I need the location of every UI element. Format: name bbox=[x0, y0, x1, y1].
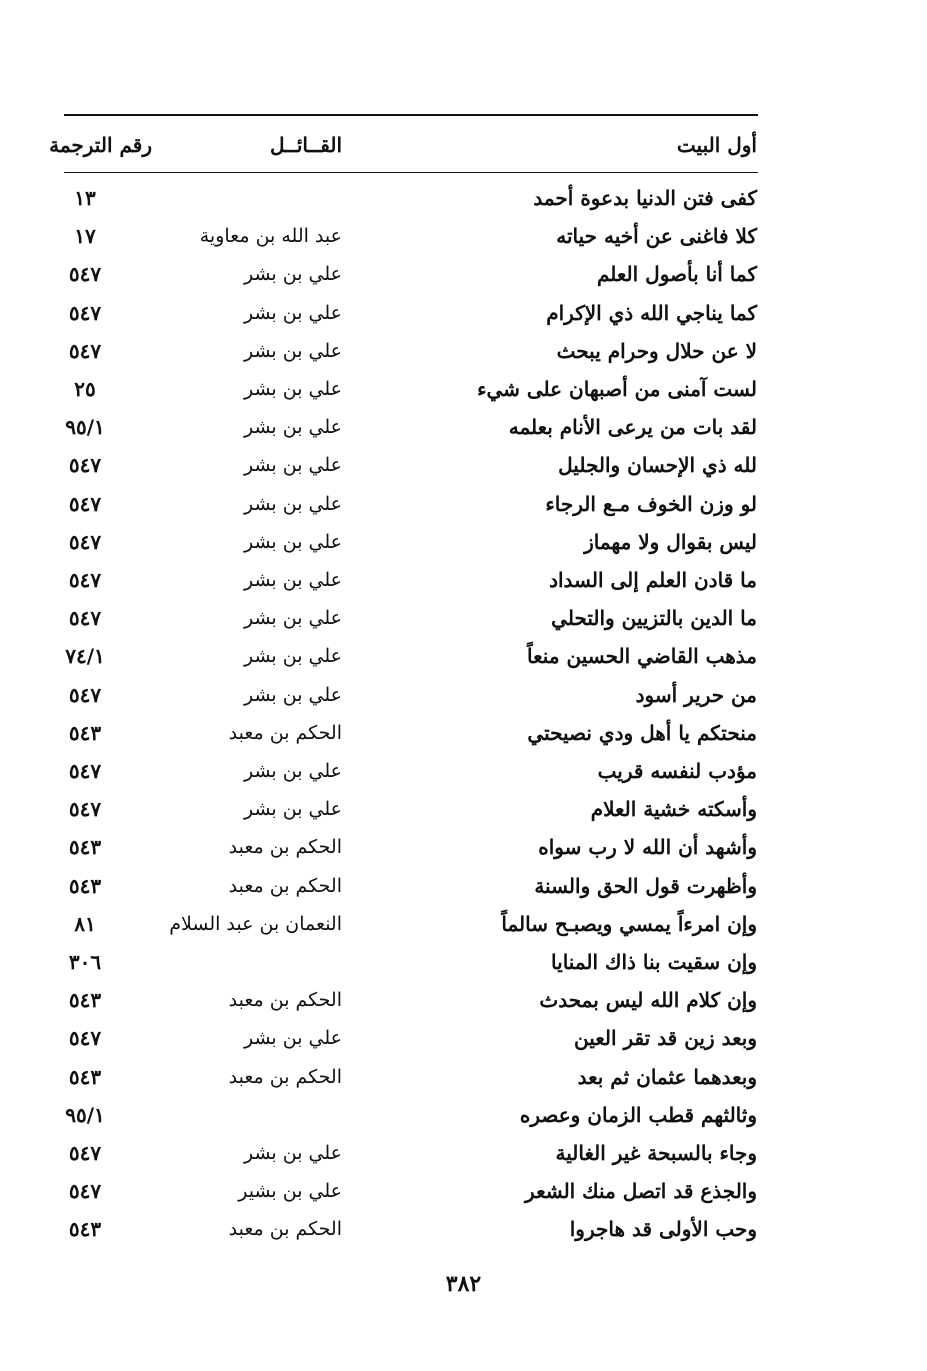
verse-first-line: وبعدهما عثمان ثم بعد bbox=[577, 1064, 757, 1089]
verse-first-line: منحتكم يا أهل ودي نصيحتي bbox=[527, 720, 757, 745]
verse-first-line: لا عن حلال وحرام يبحث bbox=[556, 338, 757, 363]
poet-name: علي بن بشر bbox=[243, 263, 342, 286]
entry-number: ٥٤٣ bbox=[68, 873, 102, 898]
poet-name: علي بن بشر bbox=[243, 416, 342, 439]
verse-first-line: وأشهد أن الله لا رب سواه bbox=[538, 835, 757, 860]
table-row bbox=[0, 982, 927, 1018]
entry-number: ٥٤٣ bbox=[68, 1217, 102, 1242]
poet-name: علي بن بشر bbox=[243, 301, 342, 324]
entry-number: ٥٤٧ bbox=[68, 453, 102, 478]
poet-name: علي بن بشر bbox=[243, 760, 342, 782]
table-row bbox=[0, 677, 927, 713]
table-header bbox=[0, 127, 927, 163]
header-verse-label: أول البيت bbox=[676, 133, 757, 157]
entry-number: ٩٥/١ bbox=[65, 415, 105, 440]
verse-first-line: وأسكته خشية العلام bbox=[590, 797, 757, 822]
poet-name: الحكم بن معبد bbox=[228, 989, 342, 1012]
entry-number: ٣٠٦ bbox=[68, 950, 102, 974]
poet-name: الحكم بن معبد bbox=[228, 836, 342, 859]
poet-name: علي بن بشر bbox=[243, 378, 342, 400]
verse-first-line: ليس بقوال ولا مهماز bbox=[584, 529, 757, 554]
entry-number: ٥٤٣ bbox=[68, 720, 102, 745]
header-rule bbox=[64, 172, 758, 173]
poet-name: علي بن بشر bbox=[243, 339, 342, 362]
table-row bbox=[0, 295, 927, 331]
entry-number: ٥٤٧ bbox=[68, 1026, 102, 1051]
poet-name: علي بن بشر bbox=[243, 569, 342, 591]
table-row bbox=[0, 333, 927, 369]
entry-number: ١٧ bbox=[74, 224, 96, 249]
verse-first-line: وإن كلام الله ليس بمحدث bbox=[539, 988, 757, 1013]
entry-number: ٥٤٣ bbox=[68, 835, 102, 860]
entry-number: ٥٤٣ bbox=[68, 1064, 102, 1089]
entry-number: ٥٤٧ bbox=[68, 491, 102, 516]
verse-first-line: مذهب القاضي الحسين منعاً bbox=[527, 644, 757, 669]
table-row bbox=[0, 1135, 927, 1171]
poet-name: الحكم بن معبد bbox=[228, 721, 342, 744]
verse-first-line: وأظهرت قول الحق والسنة bbox=[534, 873, 757, 898]
entry-number: ٥٤٧ bbox=[68, 1141, 102, 1165]
table-row bbox=[0, 256, 927, 292]
table-row bbox=[0, 1059, 927, 1095]
poet-name: عبد الله بن معاوية bbox=[199, 225, 342, 248]
page-number: ٣٨٢ bbox=[445, 1271, 482, 1297]
top-rule bbox=[64, 114, 758, 116]
verse-first-line: وإن سقيت بنا ذاك المنايا bbox=[551, 950, 757, 974]
entry-number: ٥٤٧ bbox=[68, 300, 102, 325]
table-row bbox=[0, 524, 927, 560]
table-row bbox=[0, 715, 927, 751]
verse-first-line: لله ذي الإحسان والجليل bbox=[558, 453, 757, 478]
table-row bbox=[0, 486, 927, 522]
entry-number: ٥٤٧ bbox=[68, 262, 102, 287]
poet-name: علي بن بشر bbox=[243, 683, 342, 706]
verse-first-line: وجاء بالسبحة غير الغالية bbox=[555, 1141, 757, 1165]
verse-first-line: والجذع قد اتصل منك الشعر bbox=[525, 1179, 757, 1204]
table-row bbox=[0, 829, 927, 865]
table-row bbox=[0, 791, 927, 827]
verse-first-line: كما يناجي الله ذي الإكرام bbox=[546, 300, 757, 325]
table-row bbox=[0, 944, 927, 980]
entry-number: ١٣ bbox=[74, 186, 96, 210]
entry-number: ٥٤٧ bbox=[68, 1179, 102, 1204]
verse-first-line: كما أنا بأصول العلم bbox=[596, 262, 757, 287]
table-row bbox=[0, 180, 927, 216]
verse-first-line: من حرير أسود bbox=[635, 682, 757, 707]
table-row bbox=[0, 409, 927, 445]
poet-name: علي بن بشير bbox=[238, 1180, 342, 1203]
poet-name: الحكم بن معبد bbox=[228, 1218, 342, 1241]
table-row bbox=[0, 600, 927, 636]
poet-name: علي بن بشر bbox=[243, 645, 342, 668]
poet-name: علي بن بشر bbox=[243, 454, 342, 477]
entry-number: ٥٤٧ bbox=[68, 682, 102, 707]
table-row bbox=[0, 1020, 927, 1056]
table-row bbox=[0, 906, 927, 942]
verse-first-line: وإن امرءاً يمسي ويصبـح سالماً bbox=[501, 911, 757, 936]
table-row bbox=[0, 1173, 927, 1209]
poet-name: علي بن بشر bbox=[243, 798, 342, 821]
entry-number: ٨١ bbox=[74, 911, 96, 936]
table-row bbox=[0, 1097, 927, 1133]
verse-first-line: كفى فتن الدنيا بدعوة أحمد bbox=[533, 186, 757, 210]
entry-number: ٥٤٧ bbox=[68, 338, 102, 363]
entry-number: ٥٤٧ bbox=[68, 568, 102, 592]
entry-number: ٢٥ bbox=[74, 377, 96, 401]
entry-number: ٥٤٧ bbox=[68, 529, 102, 554]
poet-name: الحكم بن معبد bbox=[228, 1065, 342, 1088]
table-row bbox=[0, 1211, 927, 1247]
verse-first-line: وحب الأولى قد هاجروا bbox=[569, 1217, 757, 1242]
poet-name: النعمان بن عبد السلام bbox=[169, 912, 342, 935]
poet-name: علي بن بشر bbox=[243, 1027, 342, 1050]
header-number-label: رقم الترجمة bbox=[49, 133, 152, 157]
verse-first-line: مؤدب لنفسه قريب bbox=[597, 759, 757, 783]
poet-name: علي بن بشر bbox=[243, 607, 342, 630]
header-poet-label: القــائــل bbox=[269, 133, 342, 157]
entry-number: ٥٤٧ bbox=[68, 606, 102, 631]
poet-name: علي بن بشر bbox=[243, 530, 342, 553]
poet-name: علي بن بشر bbox=[243, 492, 342, 515]
verse-first-line: وبعد زين قد تقر العين bbox=[573, 1026, 757, 1051]
verse-first-line: ما قادن العلم إلى السداد bbox=[549, 568, 757, 592]
verse-first-line: لست آمنى من أصبهان على شيء bbox=[477, 377, 757, 401]
table-row bbox=[0, 638, 927, 674]
entry-number: ٥٤٣ bbox=[68, 988, 102, 1013]
table-row bbox=[0, 371, 927, 407]
entry-number: ٥٤٧ bbox=[68, 759, 102, 783]
table-row bbox=[0, 753, 927, 789]
verse-first-line: ما الدين بالتزيين والتحلي bbox=[551, 606, 757, 631]
poet-name: علي بن بشر bbox=[243, 1142, 342, 1164]
verse-first-line: لو وزن الخوف مـع الرجاء bbox=[545, 491, 757, 516]
entry-number: ٧٤/١ bbox=[65, 644, 105, 669]
verse-first-line: كلا فاغنى عن أخيه حياته bbox=[556, 224, 757, 249]
table-row bbox=[0, 868, 927, 904]
table-row bbox=[0, 447, 927, 483]
verse-first-line: لقد بات من يرعى الأنام بعلمه bbox=[508, 415, 757, 440]
entry-number: ٩٥/١ bbox=[65, 1102, 105, 1127]
poet-name: الحكم بن معبد bbox=[228, 874, 342, 897]
table-row bbox=[0, 218, 927, 254]
entry-number: ٥٤٧ bbox=[68, 797, 102, 822]
verse-first-line: وثالثهم قطب الزمان وعصره bbox=[519, 1102, 757, 1127]
table-row bbox=[0, 562, 927, 598]
